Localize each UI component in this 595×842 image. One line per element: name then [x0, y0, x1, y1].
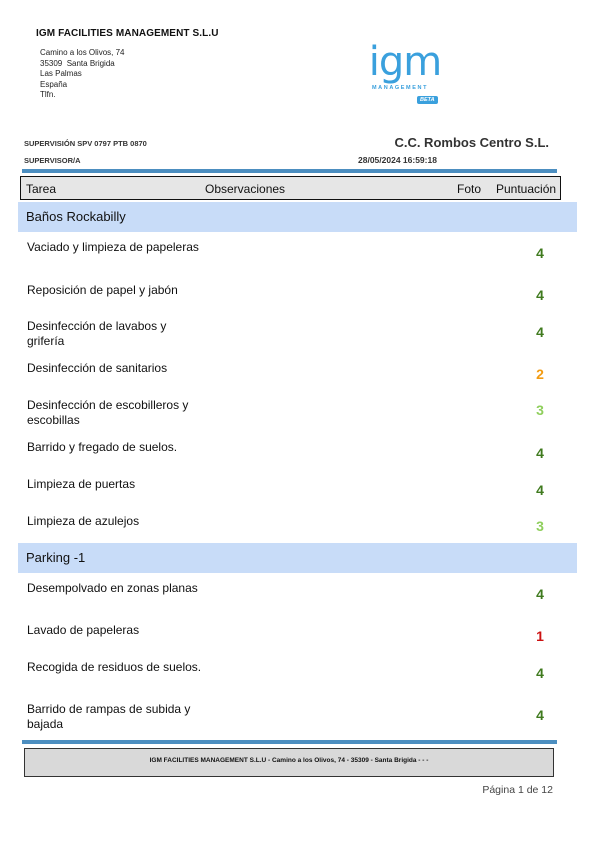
- logo-subtitle: MANAGEMENT: [372, 85, 429, 91]
- task-score: 4: [536, 245, 544, 261]
- task-score: 3: [536, 518, 544, 534]
- header-photo: Foto: [457, 182, 482, 196]
- section-header: Parking -1: [18, 543, 577, 573]
- table-header: [20, 176, 561, 200]
- address-line: 35309 Santa Brigida: [40, 58, 115, 68]
- address-line: España: [40, 79, 68, 89]
- task-name: Barrido y fregado de suelos.: [27, 440, 178, 454]
- logo-text: igm: [368, 39, 442, 85]
- supervision-code: SUPERVISIÓN SPV 0797 PTB 0870: [24, 139, 147, 148]
- footer-divider: [22, 740, 557, 744]
- page-number: Página 1 de 12: [482, 784, 553, 796]
- company-address: [40, 48, 124, 101]
- task-score: 4: [536, 445, 544, 461]
- header-divider: [22, 169, 557, 173]
- task-score: 2: [536, 366, 544, 382]
- task-name: Desinfección de sanitarios: [27, 361, 168, 375]
- address-line: Camino a los Olivos, 74: [40, 48, 125, 57]
- footer-address: IGM FACILITIES MANAGEMENT S.L.U - Camino a los Olivos, 74 - 35309 - Santa Brigida - - -: [24, 748, 554, 777]
- task-name: Desinfección de lavabos y grifería: [27, 319, 167, 348]
- section-header: Baños Rockabilly: [18, 202, 577, 232]
- task-name: Barrido de rampas de subida y bajada: [27, 702, 191, 731]
- task-score: 4: [536, 665, 544, 681]
- company-name: IGM FACILITIES MANAGEMENT S.L.U: [36, 28, 219, 39]
- company-logo: [366, 40, 448, 112]
- task-name: Vaciado y limpieza de papeleras: [27, 240, 199, 254]
- supervisor-label: SUPERVISOR/A: [24, 156, 81, 165]
- header-task: Tarea: [26, 182, 57, 196]
- address-line: Las Palmas: [40, 69, 82, 78]
- task-score: 4: [536, 324, 544, 340]
- address-line: Tlfn.: [40, 90, 56, 99]
- header-observations: Observaciones: [205, 182, 286, 196]
- logo-beta-badge: BETA: [417, 96, 438, 104]
- task-name: Recogida de residuos de suelos.: [27, 660, 202, 674]
- task-name: Limpieza de azulejos: [27, 514, 140, 528]
- task-score: 4: [536, 482, 544, 498]
- task-name: Limpieza de puertas: [27, 477, 136, 491]
- task-score: 3: [536, 402, 544, 418]
- task-name: Desinfección de escobilleros y escobillas: [27, 398, 189, 427]
- report-datetime: 28/05/2024 16:59:18: [358, 155, 437, 165]
- header-score: Puntuación: [496, 182, 557, 196]
- client-name: C.C. Rombos Centro S.L.: [394, 135, 549, 150]
- task-score: 4: [536, 586, 544, 602]
- task-name: Reposición de papel y jabón: [27, 283, 178, 297]
- task-name: Desempolvado en zonas planas: [27, 581, 198, 595]
- task-score: 1: [536, 628, 544, 644]
- task-name: Lavado de papeleras: [27, 623, 140, 637]
- task-score: 4: [536, 707, 544, 723]
- task-score: 4: [536, 287, 544, 303]
